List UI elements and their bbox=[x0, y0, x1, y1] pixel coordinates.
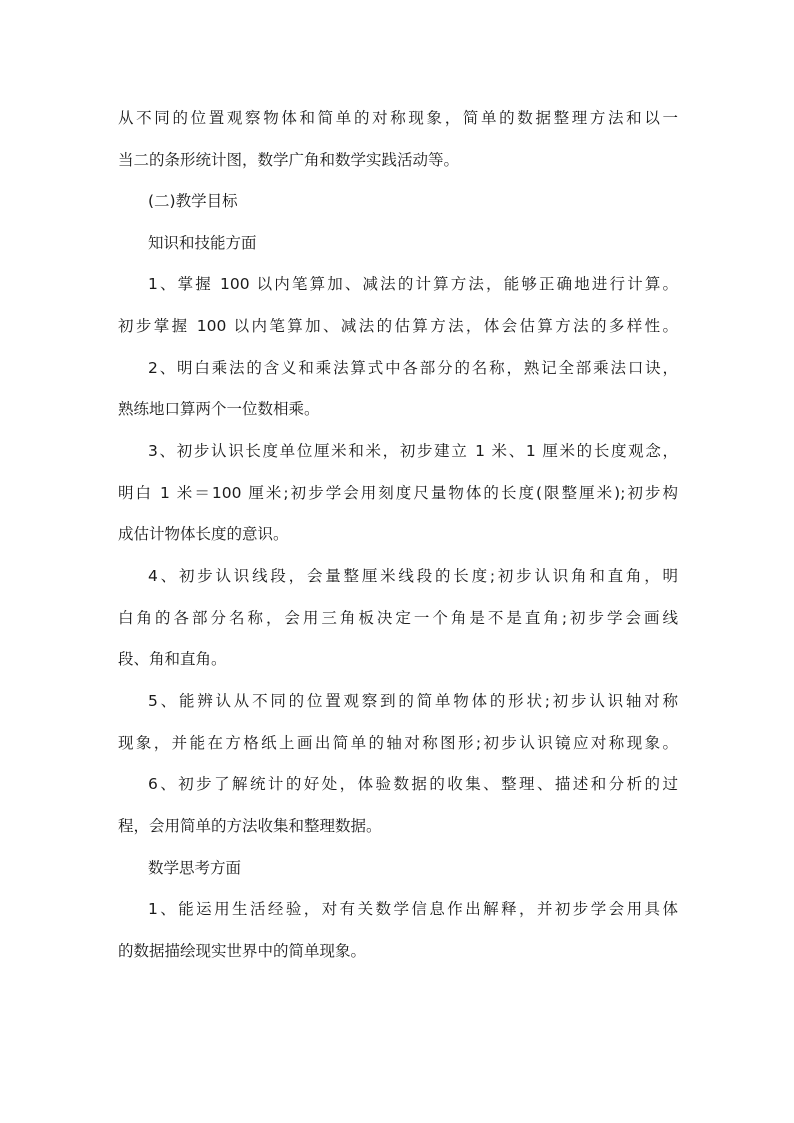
text-line: 熟练地口算两个一位数相乘。 bbox=[118, 400, 320, 418]
text-line: 6、初步了解统计的好处，体验数据的收集、整理、描述和分析的过 bbox=[148, 775, 678, 793]
subsection-heading: 知识和技能方面 bbox=[148, 234, 257, 252]
text-line: 当二的条形统计图，数学广角和数学实践活动等。 bbox=[118, 151, 460, 169]
text-line: 段、角和直角。 bbox=[118, 650, 227, 668]
text-line: 初步掌握 100 以内笔算加、减法的估算方法，体会估算方法的多样性。 bbox=[118, 317, 678, 335]
text-line: 4、初步认识线段，会量整厘米线段的长度;初步认识角和直角，明 bbox=[148, 567, 678, 585]
text-line: 2、明白乘法的含义和乘法算式中各部分的名称，熟记全部乘法口诀， bbox=[148, 359, 678, 377]
text-line: 白角的各部分名称，会用三角板决定一个角是不是直角;初步学会画线 bbox=[118, 609, 678, 627]
text-line: 1、能运用生活经验，对有关数学信息作出解释，并初步学会用具体 bbox=[148, 900, 678, 918]
text-line: 5、能辨认从不同的位置观察到的简单物体的形状;初步认识轴对称 bbox=[148, 692, 678, 710]
text-line: 成估计物体长度的意识。 bbox=[118, 525, 289, 543]
text-line: 从不同的位置观察物体和简单的对称现象，简单的数据整理方法和以一 bbox=[118, 109, 678, 127]
section-heading: (二)教学目标 bbox=[148, 192, 238, 210]
text-line: 1、掌握 100 以内笔算加、减法的计算方法，能够正确地进行计算。 bbox=[148, 275, 678, 293]
text-line: 明白 1 米＝100 厘米;初步学会用刻度尺量物体的长度(限整厘米);初步构 bbox=[118, 484, 678, 502]
text-line: 的数据描绘现实世界中的简单现象。 bbox=[118, 942, 367, 960]
subsection-heading: 数学思考方面 bbox=[148, 859, 242, 877]
text-line: 现象，并能在方格纸上画出简单的轴对称图形;初步认识镜应对称现象。 bbox=[118, 734, 678, 752]
text-line: 3、初步认识长度单位厘米和米，初步建立 1 米、1 厘米的长度观念， bbox=[148, 442, 678, 460]
text-line: 程，会用简单的方法收集和整理数据。 bbox=[118, 817, 382, 835]
